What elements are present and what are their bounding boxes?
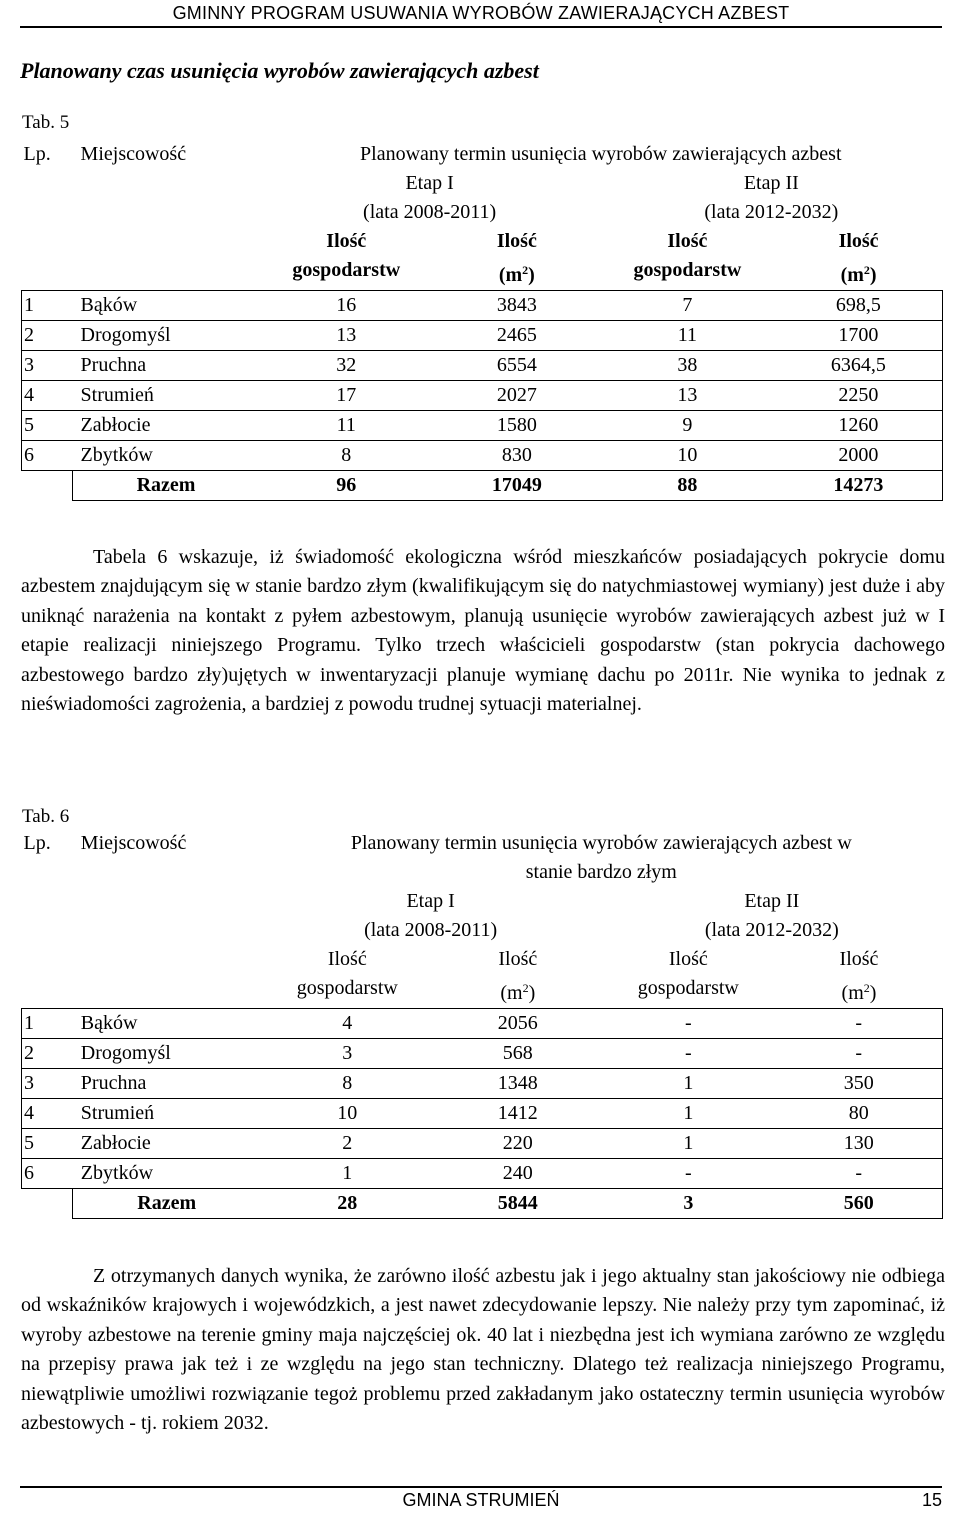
col-households-2: Ilość gospodarstw	[637, 948, 739, 999]
row-area-2: 698,5	[775, 291, 943, 321]
table-row	[22, 1159, 943, 1189]
total-households-2: 88	[600, 471, 774, 501]
col-place-header: Miejscowość	[80, 143, 187, 165]
row-households-2: 13	[600, 381, 774, 411]
row-lp: 5	[22, 411, 73, 441]
row-area-1: 2465	[434, 321, 601, 351]
total-label: Razem	[73, 471, 260, 501]
table6	[21, 829, 943, 1219]
row-households-1: 17	[259, 381, 433, 411]
page-header	[20, 0, 942, 28]
row-households-1: 4	[260, 1009, 434, 1039]
row-lp: 2	[22, 1039, 73, 1069]
table-row	[22, 351, 943, 381]
col-area-2: Ilość $(m^2)$	[839, 948, 879, 1004]
row-lp: 5	[22, 1129, 73, 1159]
row-lp: 6	[22, 1159, 73, 1189]
row-area-2: 2000	[775, 441, 943, 471]
row-place: Drogomyśl	[73, 1039, 260, 1069]
row-area-2: 2250	[775, 381, 943, 411]
col-lp-header: Lp.	[23, 832, 51, 854]
table-row	[22, 441, 943, 471]
etap2-header: Etap II (lata 2012-2032)	[704, 172, 839, 223]
table-row	[22, 321, 943, 351]
row-place: Zabłocie	[73, 1129, 260, 1159]
total-lp-empty	[22, 1189, 73, 1219]
row-area-1: 1580	[434, 411, 601, 441]
total-area-1: 17049	[434, 471, 601, 501]
row-area-1: 2027	[434, 381, 601, 411]
table-row	[22, 1099, 943, 1129]
row-lp: 1	[22, 1009, 73, 1039]
total-lp-empty	[22, 471, 73, 501]
row-lp: 3	[22, 351, 73, 381]
header-title: GMINNY PROGRAM USUWANIA WYROBÓW ZAWIERAJĄCYCH AZBEST	[172, 3, 790, 23]
row-place: Bąków	[73, 1009, 260, 1039]
group-header: Planowany termin usunięcia wyrobów zawierających azbest w stanie bardzo złym	[350, 832, 852, 883]
etap1-header: Etap I (lata 2008-2011)	[363, 172, 497, 223]
table-row	[22, 1039, 943, 1069]
total-households-1: 96	[259, 471, 433, 501]
row-households-2: 1	[601, 1099, 775, 1129]
total-households-2: 3	[601, 1189, 775, 1219]
paragraph-1: Tabela 6 wskazuje, iż świadomość ekologiczna wśród mieszkańców posiadających pokrycie domu azbestem znajdującym się w stanie bardzo złym (kwalifikującym się do natychmiastowej wymiany) jest duże i aby uniknąć narażenia na kontakt z pyłem azbestowym, planują usunięcie wyrobów zawierających azbest już w I etapie realizacji niniejszego Programu. Tylko trzech właścicieli gospodarstw (stan pokrycia dachowego azbestowego bardzo zły)ujętych w inwentaryzacji planuje wymianę dachu po 2011r. Nie wynika to jednak z nieświadomości zagrożenia, a bardziej z powodu trudnej sytuacji materialnej.	[21, 546, 945, 716]
col-households: Ilość gospodarstw	[296, 948, 398, 999]
row-area-2: 130	[776, 1129, 943, 1159]
section-title: Planowany czas usunięcia wyrobów zawierających azbest	[20, 58, 539, 83]
row-area-1: 1412	[434, 1099, 601, 1129]
col-households: Ilość gospodarstw	[292, 230, 401, 281]
row-households-2: 1	[601, 1129, 775, 1159]
row-area-2: 350	[776, 1069, 943, 1099]
table-row	[22, 381, 943, 411]
row-households-2: -	[601, 1009, 775, 1039]
row-households-2: -	[601, 1159, 775, 1189]
row-households-1: 13	[259, 321, 433, 351]
row-households-1: 1	[260, 1159, 434, 1189]
table-row	[22, 411, 943, 441]
col-households-2: Ilość gospodarstw	[633, 230, 742, 281]
row-lp: 4	[22, 1099, 73, 1129]
row-place: Strumień	[73, 1099, 260, 1129]
row-place: Zabłocie	[73, 411, 260, 441]
row-area-2: 1700	[775, 321, 943, 351]
table-row	[22, 1069, 943, 1099]
row-households-1: 11	[259, 411, 433, 441]
group-header: Planowany termin usunięcia wyrobów zawierających azbest	[360, 143, 842, 165]
table5-label: Tab. 5	[22, 112, 70, 133]
row-place: Zbytków	[73, 441, 260, 471]
total-row	[22, 471, 943, 501]
row-households-2: 7	[600, 291, 774, 321]
total-area-1: 5844	[434, 1189, 601, 1219]
row-lp: 4	[22, 381, 73, 411]
row-area-2: -	[776, 1039, 943, 1069]
row-households-1: 10	[260, 1099, 434, 1129]
total-label: Razem	[73, 1189, 260, 1219]
row-lp: 2	[22, 321, 73, 351]
footer-title: GMINA STRUMIEŃ	[402, 1490, 560, 1510]
row-households-2: 38	[600, 351, 774, 381]
row-households-2: 10	[600, 441, 774, 471]
etap1-header: Etap I (lata 2008-2011)	[364, 890, 498, 941]
col-area-2: Ilość $(m^2)$	[838, 230, 879, 286]
row-households-1: 8	[259, 441, 433, 471]
row-area-2: -	[776, 1009, 943, 1039]
row-area-1: 240	[434, 1159, 601, 1189]
col-area: Ilość $(m^2)$	[498, 948, 538, 1004]
total-row	[22, 1189, 943, 1219]
row-area-1: 568	[434, 1039, 601, 1069]
table-row	[22, 1009, 943, 1039]
etap2-header: Etap II (lata 2012-2032)	[704, 890, 839, 941]
table5	[21, 140, 943, 501]
row-area-1: 220	[434, 1129, 601, 1159]
total-households-1: 28	[260, 1189, 434, 1219]
row-households-1: 3	[260, 1039, 434, 1069]
total-area-2: 560	[776, 1189, 943, 1219]
row-area-1: 830	[434, 441, 601, 471]
row-area-2: -	[776, 1159, 943, 1189]
row-place: Bąków	[73, 291, 260, 321]
row-households-1: 16	[259, 291, 433, 321]
paragraph-2: Z otrzymanych danych wynika, że zarówno ilość azbestu jak i jego aktualny stan jakościowy nie odbiega od wskaźników krajowych i wojewódzkich, a jest nawet zdecydowanie lepszy. Nie należy przy tym zapominać, iż wyroby azbestowe na terenie gminy maja najczęściej ok. 40 lat i niezbędna jest ich wymiana zarówno ze względu na przepisy prawa jak też i ze względu na jego stan techniczny. Dlatego też realizacja niniejszego Programu, niewątpliwie umożliwi rozwiązanie tegoż problemu przed zakładanym jako ostateczny termin usunięcia wyrobów azbestowych - tj. rokiem 2032.	[21, 1265, 945, 1435]
row-area-2: 80	[776, 1099, 943, 1129]
table-row	[22, 291, 943, 321]
row-households-1: 2	[260, 1129, 434, 1159]
row-households-2: -	[601, 1039, 775, 1069]
page-number: 15	[921, 1490, 942, 1510]
table-row	[22, 1129, 943, 1159]
row-lp: 6	[22, 441, 73, 471]
row-households-2: 1	[601, 1069, 775, 1099]
row-place: Zbytków	[73, 1159, 260, 1189]
row-lp: 3	[22, 1069, 73, 1099]
row-lp: 1	[22, 291, 73, 321]
row-area-2: 1260	[775, 411, 943, 441]
row-place: Pruchna	[73, 1069, 260, 1099]
row-households-1: 32	[259, 351, 433, 381]
page-footer	[20, 1486, 942, 1513]
row-area-1: 3843	[434, 291, 601, 321]
row-area-2: 6364,5	[775, 351, 943, 381]
row-place: Drogomyśl	[73, 321, 260, 351]
col-place-header: Miejscowość	[80, 832, 187, 854]
row-households-2: 9	[600, 411, 774, 441]
row-households-2: 11	[600, 321, 774, 351]
row-place: Pruchna	[73, 351, 260, 381]
col-area: Ilość $(m^2)$	[496, 230, 537, 286]
row-households-1: 8	[260, 1069, 434, 1099]
row-area-1: 1348	[434, 1069, 601, 1099]
row-area-1: 2056	[434, 1009, 601, 1039]
row-place: Strumień	[73, 381, 260, 411]
col-lp-header: Lp.	[23, 143, 51, 165]
table6-label: Tab. 6	[22, 806, 70, 827]
row-area-1: 6554	[434, 351, 601, 381]
total-area-2: 14273	[775, 471, 943, 501]
